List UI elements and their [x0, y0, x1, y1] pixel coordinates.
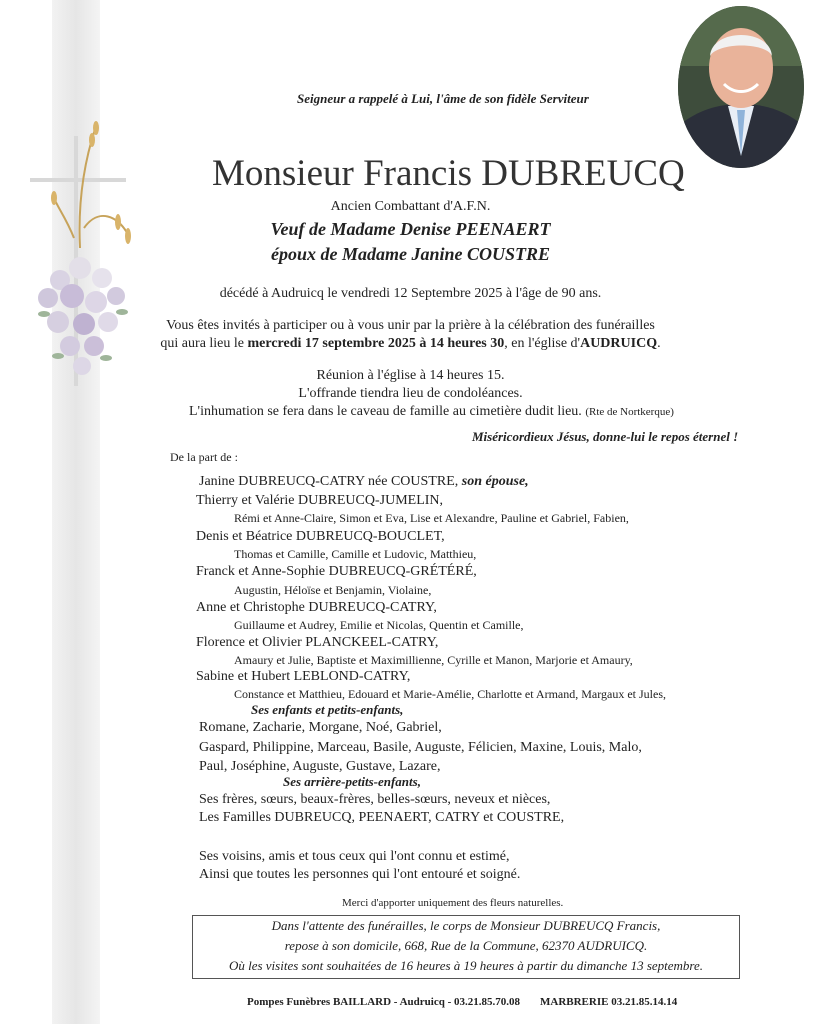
spouse-line: époux de Madame Janine COUSTRE: [270, 244, 551, 264]
grandchildren-line: Constance et Matthieu, Edouard et Marie-Amélie, Charlotte et Armand, Margaux et Jules,: [234, 687, 666, 701]
notice-line: Où les visites sont souhaitées de 16 heures à 19 heures à partir du dimanche 13 septembre.: [228, 958, 704, 973]
funeral-home: Pompes Funèbres BAILLARD - Audruicq - 03.21.85.70.08: [247, 996, 520, 1008]
great-grandchildren-line: Paul, Joséphine, Auguste, Gustave, Lazare,: [199, 759, 441, 774]
visitation-notice: [192, 915, 740, 979]
deceased-title: Ancien Combattant d'A.F.N.: [330, 199, 491, 214]
child-couple: Anne et Christophe DUBREUCQ-CATRY,: [196, 600, 437, 615]
grandchildren-line: Thomas et Camille, Camille et Ludovic, Matthieu,: [234, 547, 477, 561]
ceremony-date: mercredi 17 septembre 2025 à 14 heures 30: [247, 336, 505, 351]
flowers-note: Merci d'apporter uniquement des fleurs naturelles.: [342, 897, 564, 909]
great-grandchildren-line: Romane, Zacharie, Morgane, Noé, Gabriel,: [199, 720, 442, 735]
child-couple: Sabine et Hubert LEBLOND-CATRY,: [196, 669, 411, 684]
from-label: De la part de :: [170, 450, 238, 464]
child-couple: Thierry et Valérie DUBREUCQ-JUMELIN,: [196, 493, 444, 508]
family-spouse: Janine DUBREUCQ-CATRY née COUSTRE, son épouse,: [199, 474, 529, 489]
notice-line: repose à son domicile, 668, Rue de la Commune, 62370 AUDRUICQ.: [284, 938, 648, 953]
notice-line: Dans l'attente des funérailles, le corps de Monsieur DUBREUCQ Francis,: [271, 918, 661, 933]
caregivers-line: Ainsi que toutes les personnes qui l'ont entouré et soigné.: [199, 867, 521, 882]
widower-line: Veuf de Madame Denise PEENAERT: [270, 219, 551, 239]
families-line: Les Familles DUBREUCQ, PEENAERT, CATRY et COUSTRE,: [199, 810, 565, 825]
offering-line: L'offrande tiendra lieu de condoléances.: [298, 386, 523, 401]
burial-note: (Rte de Nortkerque): [585, 406, 674, 418]
meeting-line: Réunion à l'église à 14 heures 15.: [316, 368, 505, 383]
burial-line: L'inhumation se fera dans le caveau de famille au cimetière dudit lieu. (Rte de Nortkerque): [189, 404, 674, 419]
header-verse: Seigneur a rappelé à Lui, l'âme de son fidèle Serviteur: [297, 91, 589, 106]
siblings-line: Ses frères, sœurs, beaux-frères, belles-sœurs, neveux et nièces,: [199, 792, 551, 807]
marbrerie: MARBRERIE 03.21.85.14.14: [540, 996, 678, 1008]
child-couple: Florence et Olivier PLANCKEEL-CATRY,: [196, 635, 439, 650]
neighbors-line: Ses voisins, amis et tous ceux qui l'ont connu et estimé,: [199, 849, 510, 864]
great-grandchildren-line: Gaspard, Philippine, Marceau, Basile, Auguste, Félicien, Maxine, Louis, Malo,: [199, 740, 642, 755]
grandchildren-line: Guillaume et Audrey, Emilie et Nicolas, Quentin et Camille,: [234, 618, 524, 632]
children-label: Ses enfants et petits-enfants,: [251, 702, 404, 717]
deceased-name: Monsieur Francis DUBREUCQ: [212, 153, 685, 194]
great-grandchildren-label: Ses arrière-petits-enfants,: [283, 774, 421, 789]
child-couple: Denis et Béatrice DUBREUCQ-BOUCLET,: [196, 529, 445, 544]
child-couple: Franck et Anne-Sophie DUBREUCQ-GRÉTÉRÉ,: [196, 564, 477, 579]
ceremony-place: AUDRUICQ: [580, 336, 658, 351]
grandchildren-line: Augustin, Héloïse et Benjamin, Violaine,: [234, 583, 432, 597]
grandchildren-line: Rémi et Anne-Claire, Simon et Eva, Lise et Alexandre, Pauline et Gabriel, Fabien,: [234, 511, 629, 525]
grandchildren-line: Amaury et Julie, Baptiste et Maximillienne, Cyrille et Manon, Marjorie et Amaury,: [234, 653, 633, 667]
invitation-line2: qui aura lieu le mercredi 17 septembre 2025 à 14 heures 30, en l'église d'AUDRUICQ.: [160, 336, 661, 351]
portrait-photo: [678, 6, 804, 168]
invitation-line1: Vous êtes invités à participer ou à vous unir par la prière à la célébration des funérailles: [166, 318, 655, 333]
death-line: décédé à Audruicq le vendredi 12 Septembre 2025 à l'âge de 90 ans.: [219, 286, 602, 301]
prayer-line: Miséricordieux Jésus, donne-lui le repos éternel !: [472, 429, 739, 444]
